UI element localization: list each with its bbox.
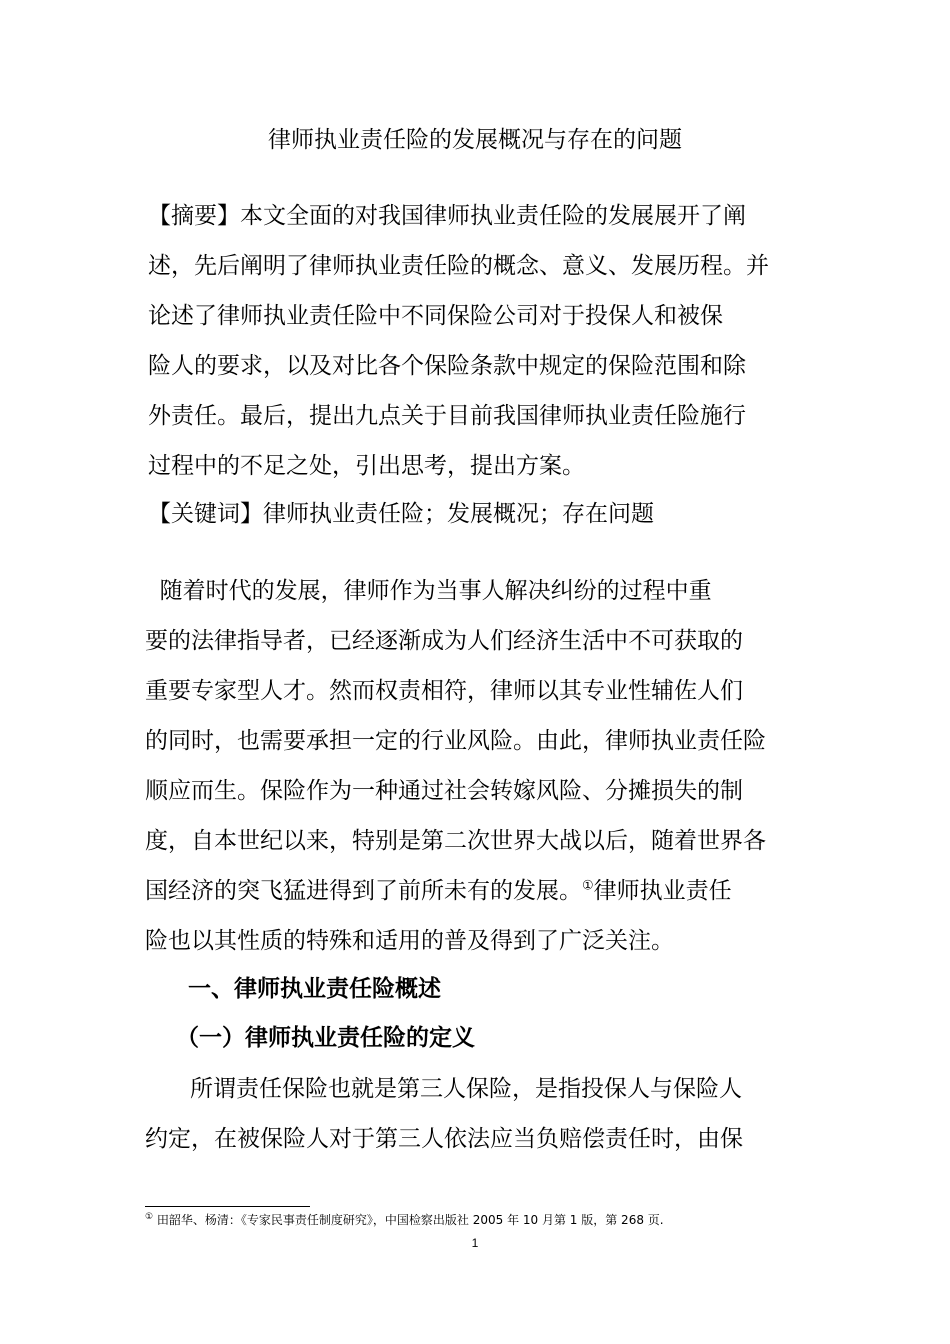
intro-line: 重要专家型人才。然而权责相符，律师以其专业性辅佐人们 [145,678,743,704]
abstract-line: 论述了律师执业责任险中不同保险公司对于投保人和被保 [148,303,723,329]
intro-line: 要的法律指导者，已经逐渐成为人们经济生活中不可获取的 [145,628,743,654]
subsection-heading: （一）律师执业责任险的定义 [176,1025,475,1051]
footnote-separator [145,1206,310,1207]
keywords-line: 【关键词】律师执业责任险；发展概况；存在问题 [148,501,654,527]
intro-line: 险也以其性质的特殊和适用的普及得到了广泛关注。 [145,928,674,954]
intro-line: 顺应而生。保险作为一种通过社会转嫁风险、分摊损失的制 [145,778,743,804]
footnote-reference-marker[interactable]: ① [582,878,594,894]
section-heading: 一、律师执业责任险概述 [188,976,441,1002]
abstract-line: 过程中的不足之处，引出思考，提出方案。 [148,453,585,479]
definition-line: 所谓责任保险也就是第三人保险，是指投保人与保险人 [190,1076,742,1102]
footnote-text: 田韶华、杨清：《专家民事责任制度研究》，中国检察出版社 2005 年 10 月第 1 版，第 268 页. [156,1213,664,1227]
intro-line-with-footnote [145,874,732,908]
intro-line-text: 国经济的突飞猛进得到了前所未有的发展。 [145,878,582,904]
abstract-line: 外责任。最后，提出九点关于目前我国律师执业责任险施行 [148,403,746,429]
intro-line: 随着时代的发展，律师作为当事人解决纠纷的过程中重 [145,578,712,604]
definition-line: 约定，在被保险人对于第三人依法应当负赔偿责任时，由保 [145,1126,743,1152]
footnote-marker: ① [145,1212,154,1222]
intro-line: 度，自本世纪以来，特别是第二次世界大战以后，随着世界各 [145,828,766,854]
abstract-line: 【摘要】本文全面的对我国律师执业责任险的发展展开了阐 [148,203,746,229]
page-number: 1 [471,1236,479,1250]
abstract-line: 险人的要求，以及对比各个保险条款中规定的保险范围和除 [148,353,746,379]
abstract-line: 述，先后阐明了律师执业责任险的概念、意义、发展历程。并 [148,253,769,279]
document-title: 律师执业责任险的发展概况与存在的问题 [268,127,682,153]
intro-line-text: 律师执业责任 [593,878,732,904]
footnote [145,1212,664,1228]
intro-line: 的同时，也需要承担一定的行业风险。由此，律师执业责任险 [145,728,766,754]
